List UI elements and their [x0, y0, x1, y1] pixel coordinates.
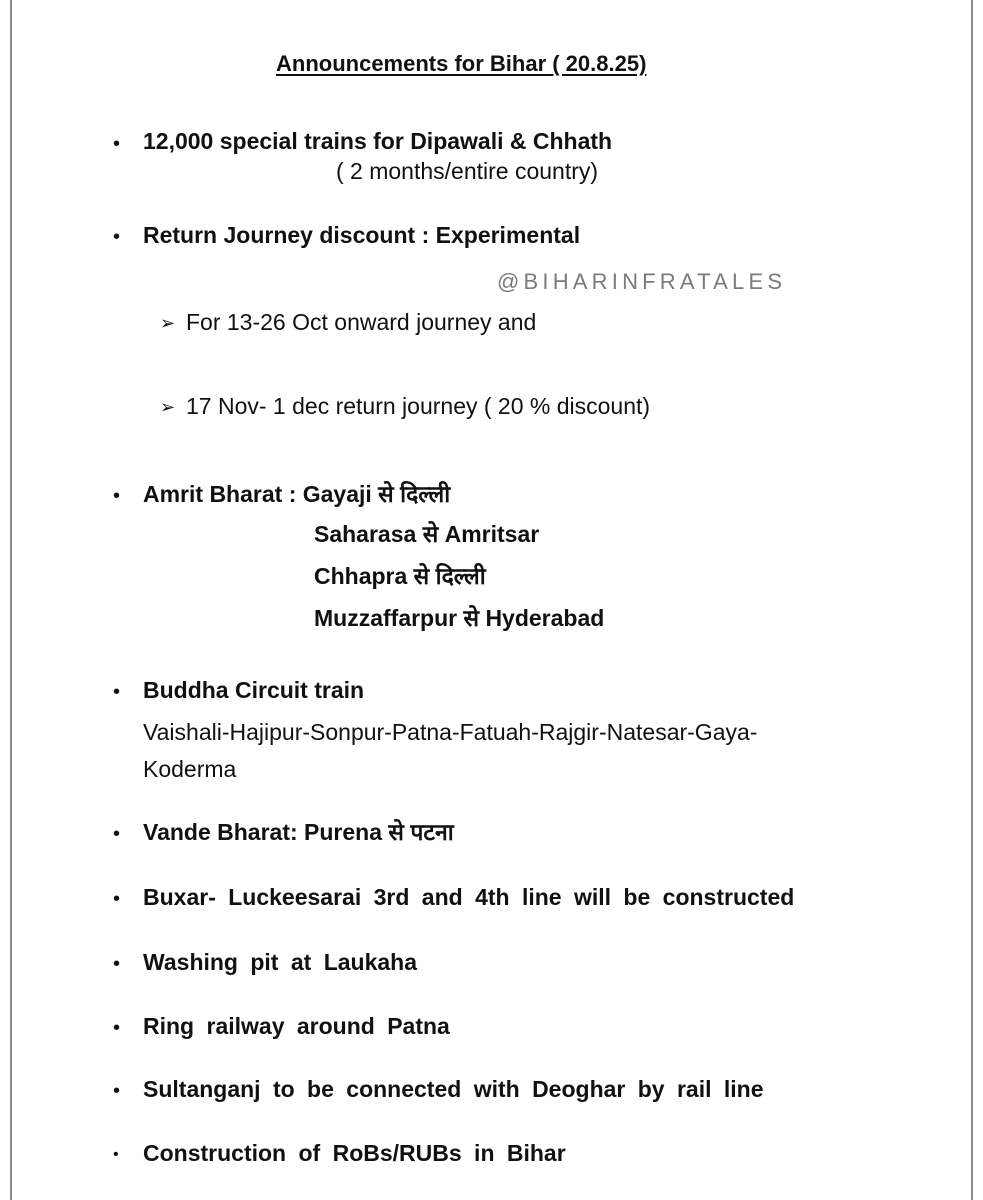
arrow-bullet-icon: ➢ — [160, 313, 176, 333]
return-discount-item: Return Journey discount : Experimental — [143, 222, 581, 248]
bullet-icon: • — [113, 953, 121, 975]
document-title: Announcements for Bihar ( 20.8.25) — [276, 51, 647, 76]
onward-journey-subitem: For 13-26 Oct onward journey and — [186, 309, 537, 335]
bullet-icon: • — [113, 1080, 121, 1102]
arrow-bullet-icon: ➢ — [160, 397, 176, 417]
ring-railway-item: Ring railway around Patna — [143, 1013, 450, 1039]
amrit-route-saharasa: Saharasa से Amritsar — [314, 521, 540, 547]
watermark-handle: @BIHARINFRATALES — [497, 269, 787, 294]
bullet-icon: • — [113, 485, 121, 507]
washing-pit-item: Washing pit at Laukaha — [143, 949, 418, 975]
sultanganj-item: Sultanganj to be connected with Deoghar by rail line — [143, 1076, 764, 1102]
page-right-border — [971, 0, 973, 1200]
bullet-icon: • — [113, 823, 121, 845]
special-trains-note: ( 2 months/entire country) — [336, 158, 599, 184]
bullet-icon: • — [113, 226, 121, 248]
vande-bharat-item: Vande Bharat: Purena से पटना — [143, 819, 454, 845]
return-journey-subitem: 17 Nov- 1 dec return journey ( 20 % discount) — [186, 393, 651, 419]
bullet-icon: • — [113, 133, 121, 155]
bullet-icon: • — [113, 1146, 119, 1163]
rob-rub-item: Construction of RoBs/RUBs in Bihar — [143, 1140, 566, 1166]
buddha-route-line1: Vaishali-Hajipur-Sonpur-Patna-Fatuah-Rajgir-Natesar-Gaya- — [143, 719, 758, 745]
bullet-icon: • — [113, 681, 121, 703]
buddha-circuit-item: Buddha Circuit train — [143, 677, 365, 703]
buxar-line-item: Buxar- Luckeesarai 3rd and 4th line will be constructed — [143, 884, 795, 910]
page-left-border — [10, 0, 12, 1200]
amrit-route-muzzaffarpur: Muzzaffarpur से Hyderabad — [314, 605, 605, 631]
amrit-bharat-item: Amrit Bharat : Gayaji से दिल्ली — [143, 481, 451, 507]
amrit-route-chhapra: Chhapra से दिल्ली — [314, 563, 486, 589]
bullet-icon: • — [113, 888, 121, 910]
buddha-route-line2: Koderma — [143, 756, 237, 782]
bullet-icon: • — [113, 1017, 121, 1039]
special-trains-item: 12,000 special trains for Dipawali & Chhath — [143, 128, 613, 154]
